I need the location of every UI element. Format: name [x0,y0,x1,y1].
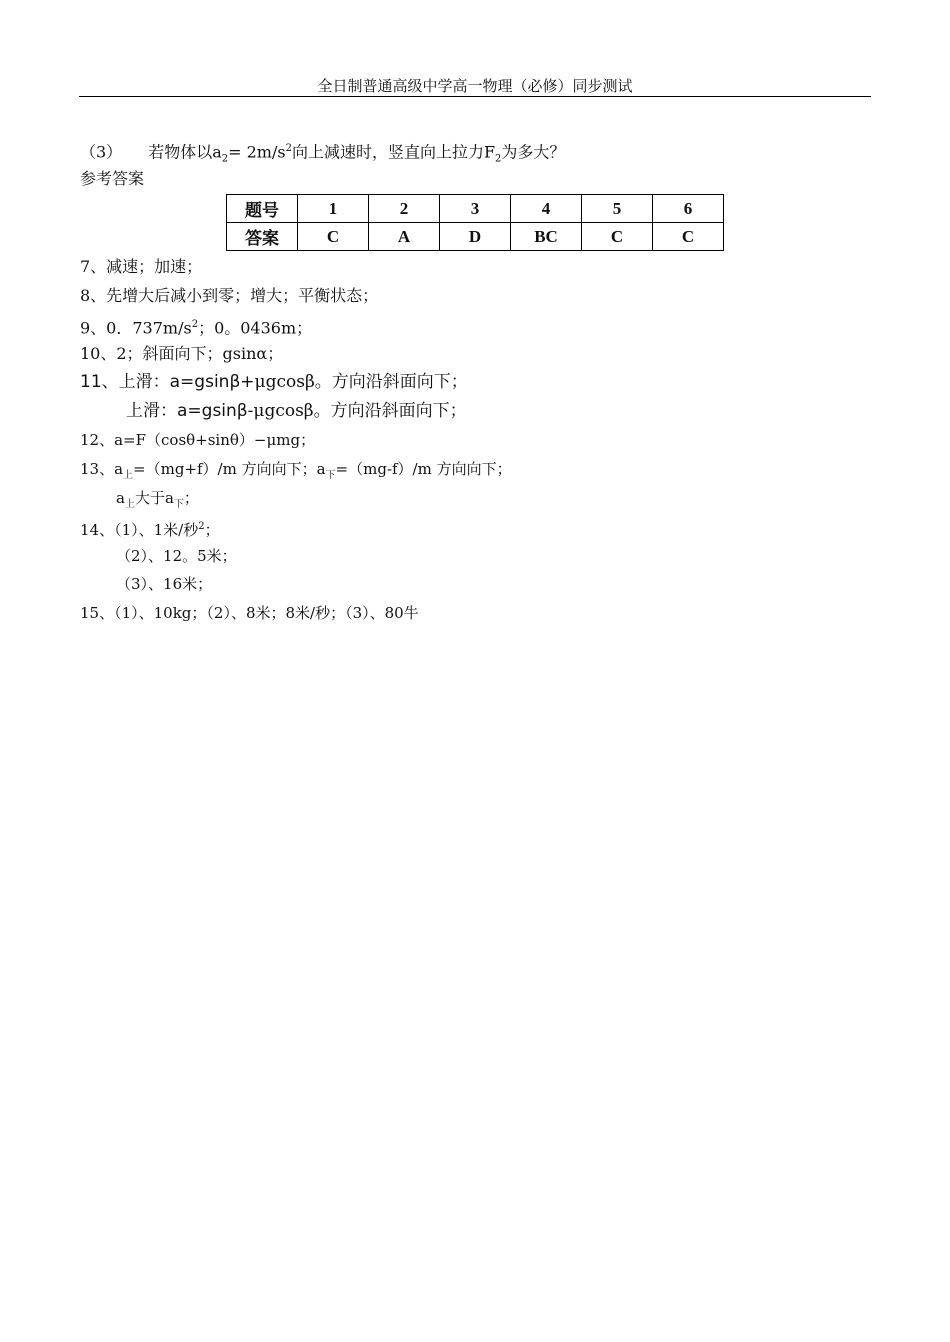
answer-11-text: μgcosβ。方向沿斜面向下； [254,372,468,392]
subscript: 上 [123,470,134,481]
table-cell: C [298,223,369,251]
table-row-label: 答案 [227,223,298,251]
answer-13-line-2 [116,487,199,516]
table-cell: A [369,223,440,251]
answer-13-text: =（mg-f）/m 方向向下； [335,460,512,478]
answer-14-line-1 [80,516,220,541]
answer-11-number: 11 [80,372,102,392]
question-3-text: 向上减速时，竖直向上拉力F [291,142,496,162]
answer-11-text: -μgcosβ。方向沿斜面向下； [247,401,467,421]
answer-13-text: ； [183,489,199,507]
table-cell: 4 [511,195,582,223]
answer-11-text: 、上滑： [101,372,170,392]
table-row [227,223,724,251]
table-cell: 2 [369,195,440,223]
answer-14-text: ； [204,521,220,539]
answer-11-line-1 [80,371,468,393]
table-cell: D [440,223,511,251]
table-cell: BC [511,223,582,251]
table-cell: 3 [440,195,511,223]
subscript: 2 [495,153,502,165]
superscript: 2 [285,143,292,154]
answer-9-text: 9、0．737m/s [80,318,192,338]
header-rule [79,96,871,97]
superscript: 2 [198,521,205,532]
answer-8: 8、先增大后减小到零；增大；平衡状态； [80,286,379,305]
answer-12: 12、a=F（cosθ+sinθ）−μmg； [80,431,316,449]
subscript: 2 [221,153,229,165]
answer-13-text: =（mg+f）/m 方向向下；a [133,460,326,478]
answer-13-text: a [116,489,125,507]
answer-9 [80,314,312,339]
question-3-text: 若物体以a [148,142,222,162]
table-row-label: 题号 [227,195,298,223]
answer-11-formula: a=gsinβ+ [169,372,255,392]
answer-11-text: 上滑： [126,401,177,421]
superscript: 2 [191,319,199,330]
question-3-text: = 2m/s [228,142,286,162]
answer-9-text: ；0。0436m； [198,318,313,338]
question-3-text: 为多大？ [501,142,566,162]
subscript: 上 [124,499,135,510]
question-3-number: （3） [80,142,123,162]
answer-11-line-2 [126,400,467,422]
table-cell: 6 [653,195,724,223]
answer-7: 7、减速；加速； [80,257,203,276]
table-cell: C [582,223,653,251]
page-header: 全日制普通高级中学高一物理（必修）同步测试 [317,77,633,95]
answer-14-line-3: （3）、16米； [116,575,213,593]
answer-14-line-2: （2）、12。5米； [116,547,237,565]
answer-14-text: 14、（1）、1米/秒 [80,521,199,539]
subscript: 下 [325,470,336,481]
answer-15: 15、（1）、10kg；（2）、8米；8米/秒；（3）、80牛 [80,604,419,622]
question-3 [80,138,565,171]
answer-10: 10、2；斜面向下；gsinα； [80,344,284,363]
answer-table [226,194,724,251]
answer-13-line-1 [80,458,512,487]
table-cell: 5 [582,195,653,223]
subscript: 下 [173,499,184,510]
table-cell: C [653,223,724,251]
table-row [227,195,724,223]
reference-answer-title: 参考答案 [80,169,145,188]
answer-13-text: 13、a [80,460,124,478]
table-cell: 1 [298,195,369,223]
answer-11-formula: a=gsinβ [177,401,248,421]
answer-13-text: 大于a [134,489,174,507]
